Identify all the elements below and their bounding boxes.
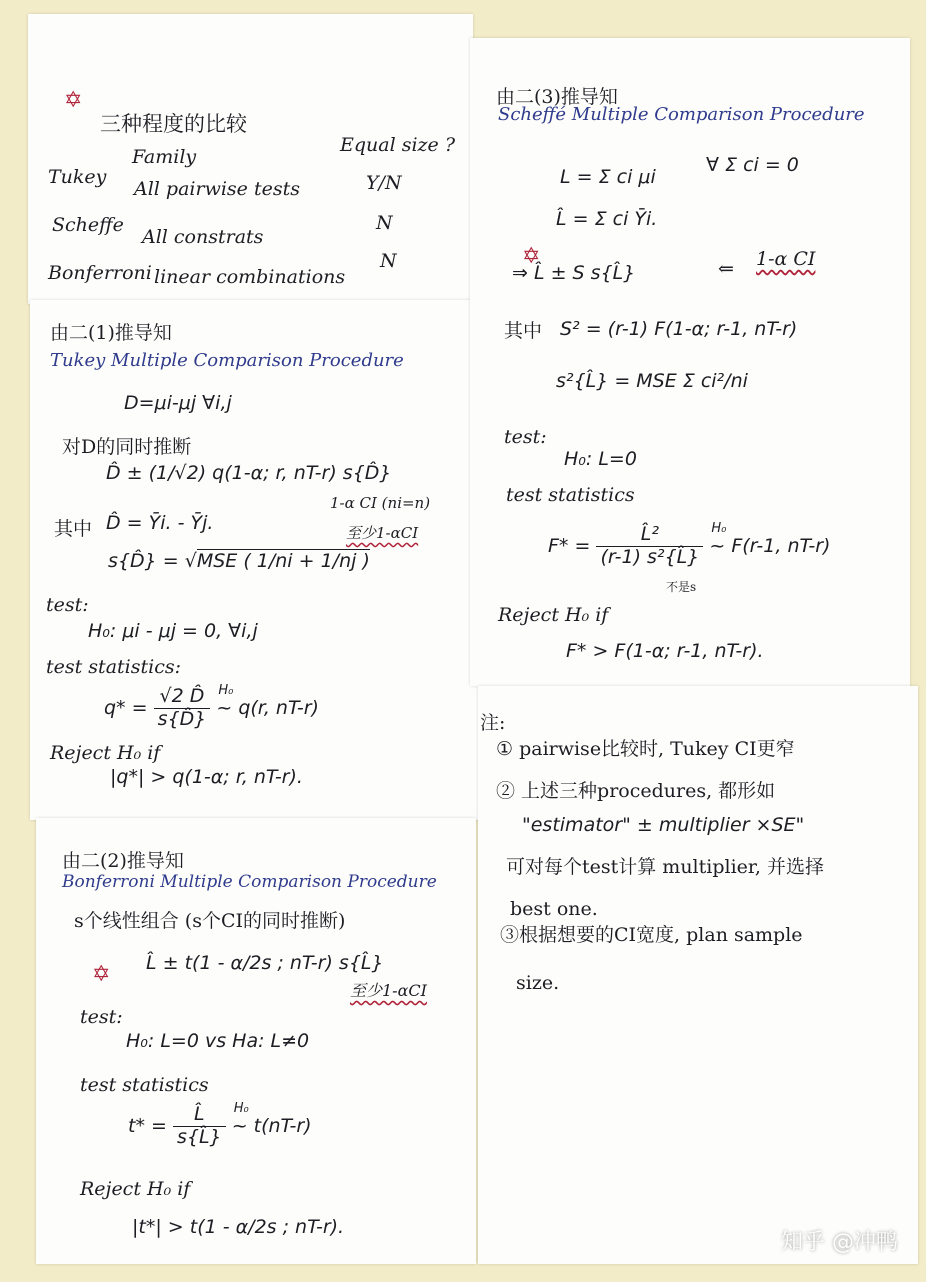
bonf-stat-label: test statistics <box>80 1074 209 1096</box>
tukey-q-dist: q(r, nT-r) <box>238 696 319 719</box>
note-2-formula: "estimator" ± multiplier ×SE" <box>522 814 805 836</box>
scheffe-lhat: L̂ = Σ ci Ȳi. <box>556 208 658 230</box>
sheet-top-left <box>28 14 473 304</box>
tukey-test-label: test: <box>46 594 89 616</box>
tukey-q-num: √2 D̂ <box>154 686 211 709</box>
scheffe-l-def: L = Σ ci μi <box>560 166 656 188</box>
bonf-t-star: t* = <box>128 1114 167 1137</box>
bonf-reject-rule: |t*| > t(1 - α/2s ; nT-r). <box>132 1216 345 1238</box>
compare-title: 三种程度的比较 <box>100 112 247 136</box>
tukey-q-star: q* = <box>104 696 148 719</box>
bonf-title: Bonferroni Multiple Comparison Procedure <box>62 872 437 892</box>
note-1: ① pairwise比较时, Tukey CI更窄 <box>496 738 795 760</box>
tukey-reject-rule: |q*| > q(1-α; r, nT-r). <box>110 766 303 788</box>
scheffe-f-dist: F(r-1, nT-r) <box>731 534 831 557</box>
bonf-heading: 由二(2)推导知 <box>62 850 184 872</box>
tukey-q-formula <box>104 682 319 731</box>
scheffe-f-star: F* = <box>548 534 591 557</box>
tukey-title: Tukey Multiple Comparison Procedure <box>50 350 404 371</box>
tukey-stat-label: test statistics: <box>46 656 181 678</box>
tukey-q-frac <box>154 686 211 731</box>
scheffe-ci-arrow: ⇐ <box>718 258 734 280</box>
tukey-h0: H₀: μi - μj = 0, ∀i,j <box>88 620 258 642</box>
tukey-dhat: D̂ = Ȳi. - Ȳj. <box>106 512 214 534</box>
bonf-t-formula <box>128 1100 312 1149</box>
scheffe-s2: S² = (r-1) F(1-α; r-1, nT-r) <box>560 318 798 340</box>
scheffe-f-frac <box>596 524 703 569</box>
note-4: ③根据想要的CI宽度, plan sample <box>500 924 803 946</box>
scheffe-f-den-note: 不是s <box>666 580 697 594</box>
tilde-h0: H₀ ~ <box>231 1100 249 1137</box>
col-equal-size: Equal size ? <box>340 134 456 156</box>
bonf-t-den: s{L̂} <box>176 1125 222 1148</box>
tukey-sd-left: s{D̂} = <box>108 550 185 572</box>
row-equal: N <box>380 250 397 272</box>
note-2: ② 上述三种procedures, 都形如 <box>496 780 776 802</box>
notes-label: 注: <box>480 712 506 734</box>
scheffe-f-formula <box>548 520 831 569</box>
tukey-intro: 对D的同时推断 <box>62 436 192 458</box>
bonf-test-label: test: <box>80 1006 123 1028</box>
sqrt-sign: √ <box>184 550 197 572</box>
scheffe-ci: ⇒ L̂ ± S s{L̂} <box>512 262 636 284</box>
row-equal: Y/N <box>366 172 402 194</box>
h0-label: H₀ <box>711 520 727 536</box>
scheffe-f-den: (r-1) s²{L̂} <box>600 545 700 568</box>
scheffe-s2l: s²{L̂} = MSE Σ ci²/ni <box>556 370 748 392</box>
h0-label: H₀ <box>233 1100 249 1116</box>
tukey-q-den: s{D̂} <box>157 707 207 730</box>
tukey-where: 其中 <box>54 518 93 540</box>
scheffe-where: 其中 <box>504 320 543 342</box>
scheffe-heading: 由二(3)推导知 <box>496 86 618 108</box>
scheffe-title: Scheffé Multiple Comparison Procedure <box>498 104 865 125</box>
row-method: Tukey <box>48 166 107 188</box>
h0-label: H₀ <box>218 682 234 698</box>
tukey-ci: D̂ ± (1/√2) q(1-α; r, nT-r) s{D̂} <box>106 462 392 484</box>
scheffe-test-label: test: <box>504 426 547 448</box>
tilde-h0: H₀ ~ <box>709 520 727 557</box>
star-icon: ✡ <box>522 244 541 269</box>
bonf-ci-note: 至少1-αCI <box>350 981 427 1000</box>
row-family: linear combinations <box>154 266 346 288</box>
scheffe-stat-label: test statistics <box>506 484 635 506</box>
watermark: 知乎 @冲鸭 <box>781 1230 898 1255</box>
tukey-ci-note2: 至少1-αCI <box>346 524 419 542</box>
tukey-sd-right: MSE ( 1/ni + 1/nj ) <box>196 550 370 572</box>
scheffe-reject-rule: F* > F(1-α; r-1, nT-r). <box>566 640 764 662</box>
bonf-ci: L̂ ± t(1 - α/2s ; nT-r) s{L̂} <box>146 952 384 974</box>
bonf-t-num: L̂ <box>173 1104 226 1127</box>
row-method: Scheffe <box>52 214 124 236</box>
star-icon: ✡ <box>92 962 111 987</box>
tilde-h0: H₀ ~ <box>216 682 234 719</box>
scheffe-h0: H₀: L=0 <box>564 448 637 470</box>
row-family: All constrats <box>142 226 264 248</box>
bonf-intro: s个线性组合 (s个CI的同时推断) <box>74 910 346 932</box>
row-family: All pairwise tests <box>134 178 300 200</box>
row-equal: N <box>376 212 393 234</box>
tukey-heading: 由二(1)推导知 <box>50 322 172 344</box>
row-method: Bonferroni <box>48 262 152 284</box>
note-4b: size. <box>516 972 560 994</box>
note-3: 可对每个test计算 multiplier, 并选择 <box>506 856 824 878</box>
tukey-def: D=μi-μj ∀i,j <box>124 392 232 414</box>
col-family: Family <box>132 146 197 168</box>
tukey-sd <box>108 550 370 572</box>
tukey-ci-note: 1-α CI (ni=n) <box>330 494 431 512</box>
tukey-reject-label: Reject H₀ if <box>50 742 161 764</box>
scheffe-f-num: L̂² <box>596 524 703 547</box>
scheffe-ci-note: 1-α CI <box>756 248 816 270</box>
star-icon: ✡ <box>64 88 83 113</box>
bonf-t-dist: t(nT-r) <box>253 1114 312 1137</box>
scheffe-constraint: ∀ Σ ci = 0 <box>706 154 799 176</box>
bonf-h0: H₀: L=0 vs Ha: L≠0 <box>126 1030 310 1052</box>
bonf-reject-label: Reject H₀ if <box>80 1178 191 1200</box>
note-3b: best one. <box>510 898 598 920</box>
scheffe-reject-label: Reject H₀ if <box>498 604 609 626</box>
bonf-t-frac <box>173 1104 226 1149</box>
